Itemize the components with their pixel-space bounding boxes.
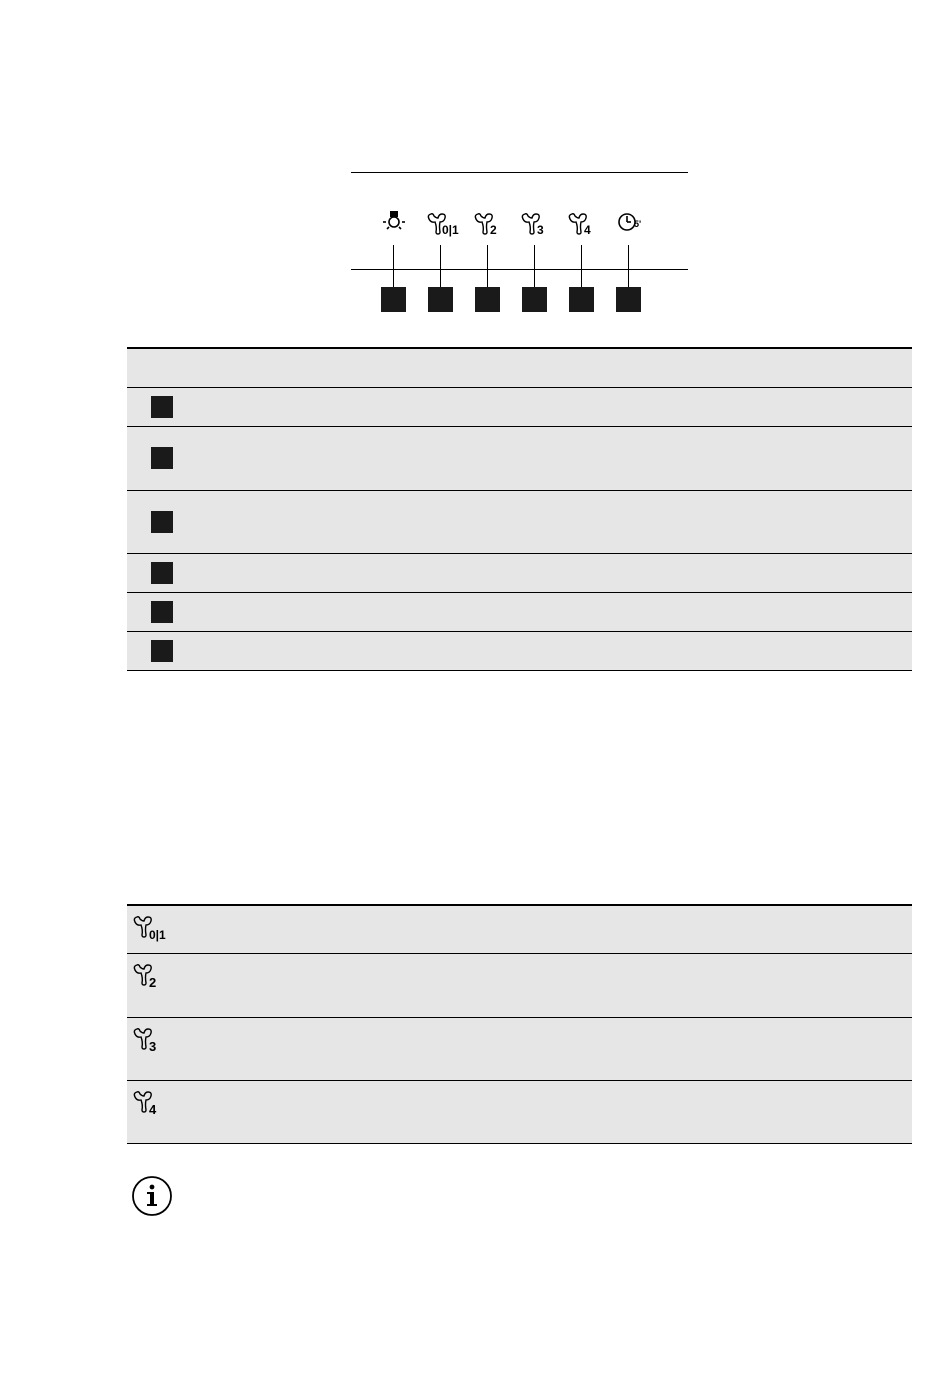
button-marker bbox=[151, 640, 173, 662]
button-marker bbox=[151, 511, 173, 533]
button-marker bbox=[151, 447, 173, 469]
table-row bbox=[127, 427, 912, 491]
controls-table bbox=[127, 347, 912, 671]
timer-icon bbox=[609, 205, 649, 245]
leader-line bbox=[440, 245, 441, 291]
control-timer bbox=[609, 205, 649, 311]
fan-speed-table bbox=[127, 904, 912, 1144]
control-fan-0-1 bbox=[421, 205, 461, 311]
leader-line bbox=[534, 245, 535, 291]
table-row bbox=[127, 593, 912, 632]
table-row bbox=[127, 1081, 912, 1144]
fan-icon bbox=[133, 962, 173, 990]
button-marker bbox=[616, 287, 641, 312]
svg-text:0|1: 0|1 bbox=[442, 223, 459, 237]
leader-line bbox=[487, 245, 488, 291]
button-marker bbox=[522, 287, 547, 312]
svg-text:0|1: 0|1 bbox=[149, 928, 166, 942]
svg-text:2: 2 bbox=[490, 223, 497, 237]
panel-top-line bbox=[351, 172, 688, 173]
control-fan-4 bbox=[562, 205, 602, 311]
fan-icon bbox=[421, 205, 461, 245]
button-marker bbox=[475, 287, 500, 312]
fan-icon bbox=[133, 914, 173, 942]
info-icon bbox=[131, 1175, 173, 1217]
svg-text:3: 3 bbox=[537, 223, 544, 237]
table-row bbox=[127, 904, 912, 954]
fan-icon bbox=[468, 205, 508, 245]
table-row bbox=[127, 632, 912, 671]
table-header-row bbox=[127, 347, 912, 388]
table-row bbox=[127, 554, 912, 593]
button-marker bbox=[151, 562, 173, 584]
lamp-icon bbox=[374, 205, 414, 245]
control-fan-3 bbox=[515, 205, 555, 311]
svg-text:5': 5' bbox=[634, 219, 642, 229]
table-row bbox=[127, 1018, 912, 1081]
leader-line bbox=[393, 245, 394, 291]
button-marker bbox=[428, 287, 453, 312]
svg-text:4: 4 bbox=[584, 223, 591, 237]
button-marker bbox=[381, 287, 406, 312]
button-marker bbox=[151, 601, 173, 623]
svg-text:2: 2 bbox=[149, 975, 157, 990]
table-row bbox=[127, 388, 912, 427]
control-lamp bbox=[374, 205, 414, 311]
leader-line bbox=[628, 245, 629, 291]
control-fan-2 bbox=[468, 205, 508, 311]
button-marker bbox=[151, 396, 173, 418]
fan-icon bbox=[133, 1026, 173, 1054]
table-row bbox=[127, 491, 912, 554]
fan-icon bbox=[562, 205, 602, 245]
leader-line bbox=[581, 245, 582, 291]
control-panel-diagram bbox=[0, 0, 950, 340]
fan-icon bbox=[133, 1089, 173, 1117]
fan-icon bbox=[515, 205, 555, 245]
svg-text:3: 3 bbox=[149, 1039, 157, 1054]
table-row bbox=[127, 954, 912, 1018]
button-marker bbox=[569, 287, 594, 312]
svg-text:4: 4 bbox=[149, 1102, 157, 1117]
